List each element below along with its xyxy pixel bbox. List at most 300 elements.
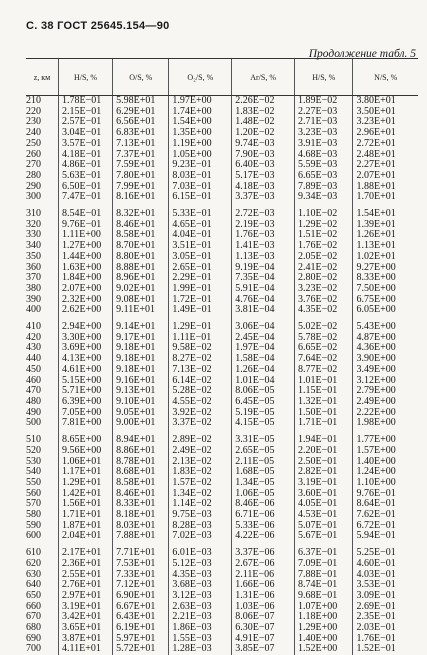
value-cell: 1.50E−01: [295, 408, 353, 419]
altitude-cell: 220: [26, 107, 58, 118]
altitude-cell: 580: [26, 510, 58, 521]
value-cell: 8.16E+01: [113, 192, 169, 203]
value-cell: 1.54E+01: [353, 203, 418, 220]
table-row: [26, 203, 418, 220]
value-cell: 1.29E−02: [295, 220, 353, 231]
value-cell: 3.76E−02: [295, 295, 353, 306]
value-cell: 8.54E−01: [58, 203, 112, 220]
table-row: [26, 644, 418, 655]
value-cell: 1.52E+00: [295, 644, 353, 655]
value-cell: 4.91E−07: [232, 634, 295, 645]
value-cell: 2.27E+01: [353, 160, 418, 171]
value-cell: 9.16E+01: [113, 376, 169, 387]
value-cell: 1.68E−05: [232, 467, 295, 478]
value-cell: 1.83E−02: [169, 467, 232, 478]
table-row: [26, 192, 418, 203]
value-cell: 5.94E−01: [353, 531, 418, 542]
altitude-cell: 240: [26, 128, 58, 139]
altitude-cell: 300: [26, 192, 58, 203]
table-row: [26, 139, 418, 150]
altitude-cell: 540: [26, 467, 58, 478]
altitude-cell: 290: [26, 182, 58, 193]
value-cell: 1.52E−01: [353, 644, 418, 655]
value-cell: 7.62E−01: [353, 510, 418, 521]
value-cell: 8.65E+00: [58, 429, 112, 446]
value-cell: 2.89E−02: [169, 429, 232, 446]
value-cell: 2.76E+01: [58, 580, 112, 591]
altitude-cell: 510: [26, 429, 58, 446]
value-cell: 4.35E−02: [295, 305, 353, 316]
value-cell: 4.55E−02: [169, 397, 232, 408]
value-cell: 8.28E−03: [169, 521, 232, 532]
altitude-cell: 490: [26, 408, 58, 419]
value-cell: 8.33E+01: [113, 499, 169, 510]
altitude-cell: 320: [26, 220, 58, 231]
value-cell: 5.67E−01: [295, 531, 353, 542]
value-cell: 5.91E−04: [232, 284, 295, 295]
value-cell: 5.78E−02: [295, 333, 353, 344]
table-row: [26, 446, 418, 457]
page-header: [26, 20, 416, 34]
value-cell: 3.87E+01: [58, 634, 112, 645]
value-cell: 7.81E+00: [58, 418, 112, 429]
altitude-cell: 250: [26, 139, 58, 150]
value-cell: 7.53E+01: [113, 559, 169, 570]
value-cell: 3.51E−01: [169, 241, 232, 252]
altitude-cell: 420: [26, 333, 58, 344]
value-cell: 7.99E+01: [113, 182, 169, 193]
value-cell: 6.43E+01: [113, 612, 169, 623]
value-cell: 2.69E−01: [353, 602, 418, 613]
value-cell: 8.32E+01: [113, 203, 169, 220]
value-cell: 1.99E−01: [169, 284, 232, 295]
value-cell: 7.13E+01: [113, 139, 169, 150]
data-table: [26, 58, 418, 655]
value-cell: 2.03E−01: [353, 623, 418, 634]
value-cell: 6.37E−01: [295, 542, 353, 559]
value-cell: 3.30E+00: [58, 333, 112, 344]
value-cell: 2.04E+01: [58, 531, 112, 542]
value-cell: 7.80E+01: [113, 171, 169, 182]
table-row: [26, 542, 418, 559]
value-cell: 1.31E−06: [232, 591, 295, 602]
value-cell: 1.29E+01: [58, 478, 112, 489]
value-cell: 2.80E−02: [295, 273, 353, 284]
value-cell: 4.60E−01: [353, 559, 418, 570]
altitude-cell: 390: [26, 295, 58, 306]
value-cell: 3.91E−03: [295, 139, 353, 150]
value-cell: 4.53E−01: [295, 510, 353, 521]
altitude-cell: 230: [26, 117, 58, 128]
value-cell: 4.36E+00: [353, 343, 418, 354]
value-cell: 1.76E−02: [295, 241, 353, 252]
value-cell: 3.05E−01: [169, 252, 232, 263]
value-cell: 2.97E+01: [58, 591, 112, 602]
value-cell: 9.14E+01: [113, 316, 169, 333]
value-cell: 8.86E+01: [113, 446, 169, 457]
value-cell: 3.49E+00: [353, 365, 418, 376]
value-cell: 1.72E−01: [169, 295, 232, 306]
value-cell: 3.50E+01: [353, 107, 418, 118]
altitude-cell: 360: [26, 263, 58, 274]
value-cell: 7.02E−03: [169, 531, 232, 542]
value-cell: 3.19E−01: [295, 478, 353, 489]
value-cell: 8.18E+01: [113, 510, 169, 521]
value-cell: 3.23E+01: [353, 117, 418, 128]
value-cell: 8.78E+01: [113, 457, 169, 468]
value-cell: 1.97E+00: [169, 96, 232, 107]
value-cell: 1.48E−02: [232, 117, 295, 128]
value-cell: 2.49E−02: [169, 446, 232, 457]
value-cell: 2.07E+01: [353, 171, 418, 182]
value-cell: 8.06E−05: [232, 386, 295, 397]
value-cell: 3.60E−01: [295, 489, 353, 500]
value-cell: 2.71E−03: [295, 117, 353, 128]
value-cell: 9.23E−01: [169, 160, 232, 171]
value-cell: 2.62E+00: [58, 305, 112, 316]
value-cell: 1.13E+01: [353, 241, 418, 252]
value-cell: 3.37E−02: [169, 418, 232, 429]
value-cell: 2.32E+00: [58, 295, 112, 306]
value-cell: 2.11E−05: [232, 457, 295, 468]
value-cell: 3.23E−03: [295, 128, 353, 139]
value-cell: 1.11E−01: [169, 333, 232, 344]
value-cell: 4.13E+00: [58, 354, 112, 365]
value-cell: 9.00E+01: [113, 418, 169, 429]
value-cell: 2.27E−03: [295, 107, 353, 118]
value-cell: 1.18E+00: [295, 612, 353, 623]
altitude-cell: 700: [26, 644, 58, 655]
value-cell: 8.33E+00: [353, 273, 418, 284]
altitude-cell: 500: [26, 418, 58, 429]
altitude-cell: 690: [26, 634, 58, 645]
value-cell: 1.26E−04: [232, 365, 295, 376]
value-cell: 8.27E−02: [169, 354, 232, 365]
value-cell: 1.17E+01: [58, 467, 112, 478]
value-cell: 1.83E−02: [232, 107, 295, 118]
value-cell: 7.50E+00: [353, 284, 418, 295]
value-cell: 1.78E−01: [58, 96, 112, 107]
value-cell: 9.27E+00: [353, 263, 418, 274]
value-cell: 1.51E−02: [295, 230, 353, 241]
value-cell: 3.12E−03: [169, 591, 232, 602]
value-cell: 5.71E+00: [58, 386, 112, 397]
value-cell: 9.58E−02: [169, 343, 232, 354]
value-cell: 9.34E−03: [295, 192, 353, 203]
value-cell: 3.04E−01: [58, 128, 112, 139]
table-row: [26, 429, 418, 446]
value-cell: 1.35E+00: [169, 128, 232, 139]
value-cell: 1.87E+01: [58, 521, 112, 532]
value-cell: 2.26E−02: [232, 96, 295, 107]
value-cell: 7.33E+01: [113, 570, 169, 581]
table-row: [26, 418, 418, 429]
value-cell: 2.45E−04: [232, 333, 295, 344]
value-cell: 8.77E−02: [295, 365, 353, 376]
altitude-cell: 440: [26, 354, 58, 365]
table-header: [26, 59, 418, 96]
value-cell: 5.19E−05: [232, 408, 295, 419]
value-cell: 6.30E−07: [232, 623, 295, 634]
value-cell: 1.98E+00: [353, 418, 418, 429]
value-cell: 3.53E−01: [353, 580, 418, 591]
altitude-cell: 330: [26, 230, 58, 241]
value-cell: 7.13E−02: [169, 365, 232, 376]
column-header: z, км: [26, 59, 58, 96]
table-row: [26, 478, 418, 489]
value-cell: 4.86E−01: [58, 160, 112, 171]
value-cell: 9.76E−01: [58, 220, 112, 231]
value-cell: 2.79E+00: [353, 386, 418, 397]
value-cell: 7.35E−04: [232, 273, 295, 284]
value-cell: 6.65E−02: [295, 343, 353, 354]
value-cell: 1.19E+00: [169, 139, 232, 150]
value-cell: 1.27E+00: [58, 241, 112, 252]
value-cell: 5.59E−03: [295, 160, 353, 171]
value-cell: 2.05E−02: [295, 252, 353, 263]
value-cell: 8.03E+01: [113, 521, 169, 532]
value-cell: 7.05E+00: [58, 408, 112, 419]
altitude-cell: 670: [26, 612, 58, 623]
value-cell: 9.76E−01: [353, 489, 418, 500]
altitude-cell: 530: [26, 457, 58, 468]
altitude-cell: 460: [26, 376, 58, 387]
value-cell: 6.56E+01: [113, 117, 169, 128]
value-cell: 2.72E−03: [232, 203, 295, 220]
value-cell: 4.87E+00: [353, 333, 418, 344]
value-cell: 1.11E+00: [58, 230, 112, 241]
value-cell: 1.39E+01: [353, 220, 418, 231]
altitude-cell: 660: [26, 602, 58, 613]
value-cell: 6.14E−02: [169, 376, 232, 387]
column-header: O/S, %: [113, 59, 169, 96]
value-cell: 9.10E+01: [113, 397, 169, 408]
value-cell: 3.57E−01: [58, 139, 112, 150]
value-cell: 2.65E−01: [169, 263, 232, 274]
value-cell: 1.74E+00: [169, 107, 232, 118]
value-cell: 6.83E+01: [113, 128, 169, 139]
altitude-cell: 620: [26, 559, 58, 570]
value-cell: 2.82E−01: [295, 467, 353, 478]
value-cell: 2.21E−03: [169, 612, 232, 623]
column-header: N/S, %: [353, 59, 418, 96]
value-cell: 6.05E+00: [353, 305, 418, 316]
value-cell: 8.70E+01: [113, 241, 169, 252]
value-cell: 3.69E+00: [58, 343, 112, 354]
value-cell: 9.02E+01: [113, 284, 169, 295]
value-cell: 9.11E+01: [113, 305, 169, 316]
value-cell: 2.36E+01: [58, 559, 112, 570]
value-cell: 1.54E+00: [169, 117, 232, 128]
value-cell: 5.17E−03: [232, 171, 295, 182]
column-header: O₂/S, %: [169, 59, 232, 96]
value-cell: 3.68E−03: [169, 580, 232, 591]
column-header: Ar/S, %: [232, 59, 295, 96]
altitude-cell: 550: [26, 478, 58, 489]
value-cell: 1.94E−01: [295, 429, 353, 446]
value-cell: 9.18E+01: [113, 365, 169, 376]
value-cell: 7.71E+01: [113, 542, 169, 559]
value-cell: 2.65E−05: [232, 446, 295, 457]
value-cell: 4.18E−03: [232, 182, 295, 193]
value-cell: 1.84E+00: [58, 273, 112, 284]
value-cell: 1.58E−04: [232, 354, 295, 365]
value-cell: 3.92E−02: [169, 408, 232, 419]
altitude-cell: 560: [26, 489, 58, 500]
value-cell: 1.57E+00: [353, 446, 418, 457]
value-cell: 6.72E−01: [353, 521, 418, 532]
value-cell: 4.61E+00: [58, 365, 112, 376]
value-cell: 1.05E+00: [169, 150, 232, 161]
table-body: [26, 96, 418, 655]
value-cell: 5.63E−01: [58, 171, 112, 182]
table-row: [26, 634, 418, 645]
altitude-cell: 470: [26, 386, 58, 397]
altitude-cell: 340: [26, 241, 58, 252]
value-cell: 7.47E−01: [58, 192, 112, 203]
value-cell: 5.02E−02: [295, 316, 353, 333]
table-row: [26, 559, 418, 570]
value-cell: 1.34E−02: [169, 489, 232, 500]
value-cell: 3.06E−04: [232, 316, 295, 333]
value-cell: 2.72E+01: [353, 139, 418, 150]
value-cell: 8.58E+01: [113, 230, 169, 241]
value-cell: 2.11E−06: [232, 570, 295, 581]
value-cell: 4.68E−03: [295, 150, 353, 161]
value-cell: 2.07E+00: [58, 284, 112, 295]
value-cell: 7.89E−03: [295, 182, 353, 193]
value-cell: 2.41E−02: [295, 263, 353, 274]
value-cell: 7.88E−01: [295, 570, 353, 581]
value-cell: 3.81E−04: [232, 305, 295, 316]
value-cell: 3.42E+01: [58, 612, 112, 623]
value-cell: 1.29E+00: [295, 623, 353, 634]
value-cell: 2.17E+01: [58, 542, 112, 559]
value-cell: 7.90E−03: [232, 150, 295, 161]
value-cell: 2.22E+00: [353, 408, 418, 419]
value-cell: 2.57E−01: [58, 117, 112, 128]
value-cell: 1.66E−06: [232, 580, 295, 591]
value-cell: 8.64E−01: [353, 499, 418, 510]
altitude-cell: 280: [26, 171, 58, 182]
value-cell: 9.75E−03: [169, 510, 232, 521]
table-row: [26, 316, 418, 333]
value-cell: 4.11E+01: [58, 644, 112, 655]
altitude-cell: 400: [26, 305, 58, 316]
value-cell: 7.88E+01: [113, 531, 169, 542]
value-cell: 6.90E+01: [113, 591, 169, 602]
altitude-cell: 590: [26, 521, 58, 532]
value-cell: 1.97E−04: [232, 343, 295, 354]
value-cell: 3.12E+00: [353, 376, 418, 387]
altitude-cell: 380: [26, 284, 58, 295]
value-cell: 2.55E+01: [58, 570, 112, 581]
value-cell: 6.39E+00: [58, 397, 112, 408]
value-cell: 6.15E−01: [169, 192, 232, 203]
value-cell: 9.18E+01: [113, 354, 169, 365]
value-cell: 1.10E−02: [295, 203, 353, 220]
altitude-cell: 600: [26, 531, 58, 542]
value-cell: 1.49E−01: [169, 305, 232, 316]
value-cell: 3.80E+01: [353, 96, 418, 107]
value-cell: 1.02E+01: [353, 252, 418, 263]
value-cell: 9.05E+01: [113, 408, 169, 419]
value-cell: 8.80E+01: [113, 252, 169, 263]
value-cell: 1.88E+01: [353, 182, 418, 193]
value-cell: 1.57E−02: [169, 478, 232, 489]
altitude-cell: 630: [26, 570, 58, 581]
value-cell: 2.63E−03: [169, 602, 232, 613]
value-cell: 1.07E+00: [295, 602, 353, 613]
value-cell: 3.23E−02: [295, 284, 353, 295]
value-cell: 7.37E+01: [113, 150, 169, 161]
value-cell: 4.65E−01: [169, 220, 232, 231]
value-cell: 1.20E−02: [232, 128, 295, 139]
value-cell: 6.65E−03: [295, 171, 353, 182]
column-header: H/S, %: [295, 59, 353, 96]
altitude-cell: 430: [26, 343, 58, 354]
value-cell: 1.28E−03: [169, 644, 232, 655]
value-cell: 6.01E−03: [169, 542, 232, 559]
value-cell: 3.37E−06: [232, 542, 295, 559]
value-cell: 8.96E+01: [113, 273, 169, 284]
column-header: H/S, %: [58, 59, 112, 96]
value-cell: 1.41E−03: [232, 241, 295, 252]
value-cell: 1.15E−01: [295, 386, 353, 397]
value-cell: 9.19E−04: [232, 263, 295, 274]
value-cell: 1.40E+00: [295, 634, 353, 645]
altitude-cell: 310: [26, 203, 58, 220]
altitude-cell: 520: [26, 446, 58, 457]
value-cell: 1.01E−01: [295, 376, 353, 387]
altitude-cell: 640: [26, 580, 58, 591]
value-cell: 9.68E−01: [295, 591, 353, 602]
value-cell: 2.15E−01: [58, 107, 112, 118]
value-cell: 1.44E+00: [58, 252, 112, 263]
value-cell: 2.50E−01: [295, 457, 353, 468]
value-cell: 2.29E−01: [169, 273, 232, 284]
value-cell: 7.12E+01: [113, 580, 169, 591]
value-cell: 1.71E−01: [295, 418, 353, 429]
value-cell: 1.13E−03: [232, 252, 295, 263]
altitude-cell: 450: [26, 365, 58, 376]
value-cell: 8.03E−01: [169, 171, 232, 182]
value-cell: 8.88E+01: [113, 263, 169, 274]
value-cell: 9.17E+01: [113, 333, 169, 344]
value-cell: 2.94E+00: [58, 316, 112, 333]
value-cell: 4.03E−01: [353, 570, 418, 581]
value-cell: 1.63E+00: [58, 263, 112, 274]
value-cell: 4.15E−05: [232, 418, 295, 429]
value-cell: 2.20E−01: [295, 446, 353, 457]
value-cell: 7.64E−02: [295, 354, 353, 365]
value-cell: 1.77E+00: [353, 429, 418, 446]
value-cell: 5.97E+01: [113, 634, 169, 645]
value-cell: 5.12E−03: [169, 559, 232, 570]
value-cell: 1.06E+01: [58, 457, 112, 468]
value-cell: 8.06E−07: [232, 612, 295, 623]
value-cell: 1.34E−05: [232, 478, 295, 489]
value-cell: 1.42E+01: [58, 489, 112, 500]
table-continuation-label: Продолжение табл. 5: [309, 48, 416, 60]
value-cell: 1.76E−03: [232, 230, 295, 241]
value-cell: 6.75E+00: [353, 295, 418, 306]
value-cell: 6.45E−05: [232, 397, 295, 408]
value-cell: 1.01E−04: [232, 376, 295, 387]
value-cell: 1.55E−03: [169, 634, 232, 645]
value-cell: 5.72E+01: [113, 644, 169, 655]
value-cell: 9.13E+01: [113, 386, 169, 397]
